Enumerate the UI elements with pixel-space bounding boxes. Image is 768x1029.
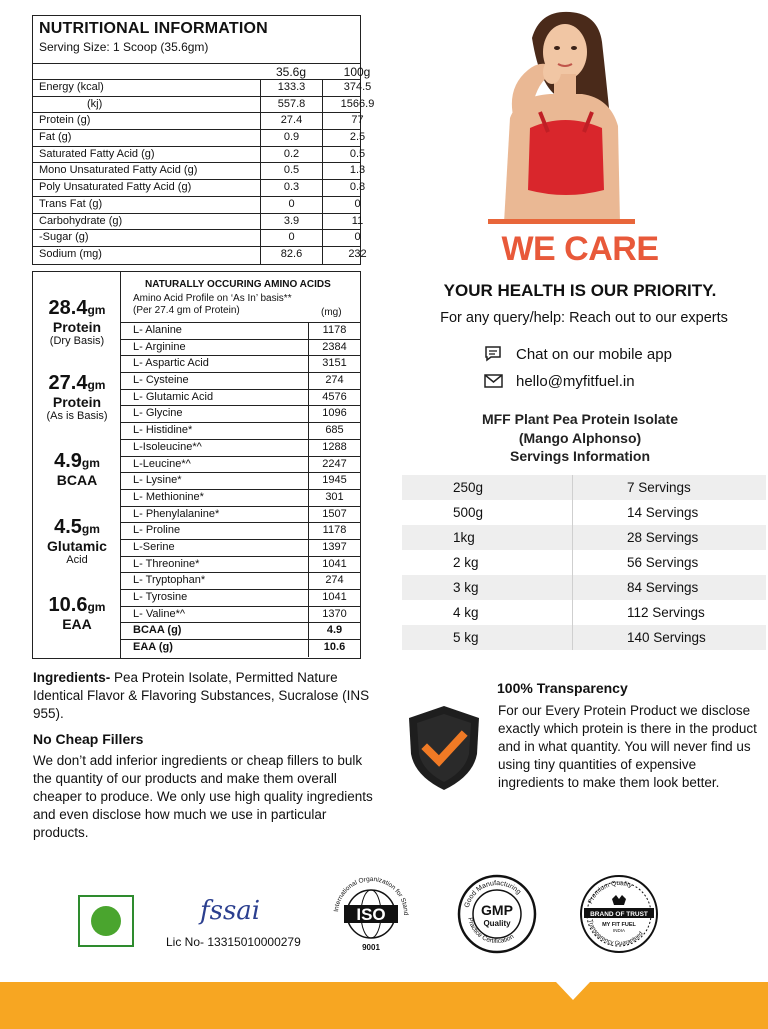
servings-row	[402, 550, 766, 575]
chat-label: Chat on our mobile app	[516, 345, 672, 363]
stat-value: 4.9	[54, 450, 82, 472]
fillers-text: We don’t add inferior ingredients or cheap fillers to bulk the quantity of our products and make them overall cheaper to produce. We only use high quality ingredients and even disclose how much we use in particular products.	[33, 753, 373, 840]
nutrient-value-100g: 374.5	[322, 80, 392, 96]
stat-unit: gm	[87, 303, 106, 317]
amino-value: 10.6	[308, 640, 360, 657]
amino-value: 2384	[308, 340, 360, 356]
iso-arc-text: International Organization for Stand	[333, 875, 410, 916]
nutrient-name: Sodium (mg)	[39, 247, 102, 260]
stat-unit: gm	[87, 600, 106, 614]
nutrient-name: -Sugar (g)	[39, 231, 89, 244]
trust-arc-top: Premium Quality	[587, 879, 634, 905]
nutrition-column-headers	[33, 64, 371, 80]
amino-value: 1945	[308, 473, 360, 489]
email-icon	[483, 372, 505, 390]
amino-value: 4576	[308, 390, 360, 406]
servings-table	[402, 475, 766, 650]
iso-logo	[330, 870, 412, 955]
amino-value: 4.9	[308, 623, 360, 639]
protein-stat	[33, 297, 121, 348]
serving-count: 112 Servings	[627, 605, 705, 620]
amino-name: L- Glycine	[133, 407, 183, 420]
footer-band	[0, 982, 768, 1029]
nutrient-value-serving: 0.2	[260, 147, 322, 163]
query-text: For any query/help: Reach out to our experts	[440, 310, 728, 326]
amino-value: 3151	[308, 356, 360, 372]
stat-label: BCAA	[56, 472, 98, 488]
nutrient-value-100g: 1.3	[322, 163, 392, 179]
amino-name: L- Arginine	[133, 340, 186, 353]
priority-heading: YOUR HEALTH IS OUR PRIORITY.	[443, 281, 717, 300]
transparency-text: For our Every Protein Product we disclose exactly which protein is there in the product and in what quantity. You will never find us using tiny quantities of expensive ingredients to make them look better.	[498, 703, 757, 790]
nutrient-name: Energy (kcal)	[39, 81, 104, 93]
fillers-heading: No Cheap Fillers	[33, 731, 144, 747]
amino-name: L- Methionine*	[133, 490, 204, 503]
nutrition-title: NUTRITIONAL INFORMATION	[39, 20, 268, 37]
pack-size: 2 kg	[453, 555, 479, 570]
amino-value: 2247	[308, 457, 360, 473]
stat-label: EAA	[62, 616, 92, 632]
amino-name: L-Serine	[133, 540, 175, 553]
nutrient-value-serving: 0.9	[260, 130, 322, 146]
stat-unit: gm	[87, 378, 106, 392]
nutrient-value-100g: 11	[322, 214, 392, 230]
pack-size: 3 kg	[453, 580, 479, 595]
amino-value: 274	[308, 573, 360, 589]
veg-mark-icon	[78, 895, 134, 947]
nutrient-value-serving: 133.3	[260, 80, 322, 96]
stat-value: 27.4	[48, 372, 88, 394]
amino-row	[121, 423, 360, 440]
iso-number: 9001	[362, 943, 380, 952]
stat-label: Protein	[52, 394, 102, 410]
chat-contact[interactable]	[483, 345, 672, 363]
servings-divider	[572, 475, 573, 650]
trust-banner: BRAND OF TRUST	[590, 911, 648, 918]
nutrient-value-100g: 1566.9	[322, 97, 392, 113]
amino-row	[121, 590, 360, 607]
stat-value-line	[33, 297, 121, 320]
amino-value: 1041	[308, 557, 360, 573]
amino-name: L- Phenylalanine*	[133, 507, 220, 520]
nutrition-row	[33, 214, 364, 231]
protein-stat	[33, 594, 121, 632]
nutrient-name: Poly Unsaturated Fatty Acid (g)	[39, 181, 192, 194]
amino-name: L- Aspartic Acid	[133, 357, 209, 370]
nutrient-value-serving: 557.8	[260, 97, 322, 113]
amino-name: L- Lysine*	[133, 474, 182, 487]
nutrient-name: Protein (g)	[39, 114, 91, 127]
amino-row	[121, 623, 360, 640]
servings-row	[402, 475, 766, 500]
nutrition-header	[33, 16, 360, 64]
nutrient-value-100g: 232	[322, 247, 392, 264]
servings-row	[402, 575, 766, 600]
nutrition-row	[33, 80, 372, 97]
nutrient-value-serving: 0	[260, 197, 322, 213]
nutrient-value-serving: 3.9	[260, 214, 322, 230]
serving-count: 140 Servings	[627, 630, 706, 645]
amino-profile-line1: Amino Acid Profile on ‘As In’ basis**	[133, 293, 292, 304]
amino-row	[121, 440, 360, 457]
amino-name: EAA (g)	[133, 641, 173, 654]
chat-icon	[483, 345, 505, 363]
amino-title: NATURALLY OCCURING AMINO ACIDS	[145, 279, 331, 290]
gmp-arc-bottom: Practice Certification	[466, 916, 516, 946]
pack-size: 1kg	[453, 530, 475, 545]
fssai-license: Lic No- 13315010000279	[166, 935, 301, 949]
nutrient-value-100g: 0	[322, 197, 392, 213]
servings-row	[402, 500, 766, 525]
nutrition-row	[33, 163, 366, 180]
gmp-sub: Quality	[483, 919, 511, 928]
stats-column	[33, 272, 121, 658]
stat-value: 10.6	[48, 594, 88, 616]
pack-size: 4 kg	[453, 605, 479, 620]
amino-row	[121, 557, 360, 574]
amino-name: L- Tyrosine	[133, 591, 188, 603]
amino-value: 1096	[308, 406, 360, 422]
trust-arc-bottom: Transparency Guaranteed	[586, 918, 645, 948]
servings-row	[402, 525, 766, 550]
amino-row	[121, 457, 360, 474]
amino-row	[121, 507, 360, 524]
email-contact[interactable]	[483, 372, 635, 390]
amino-name: L- Valine*^	[133, 607, 186, 620]
serving-size: Serving Size: 1 Scoop (35.6gm)	[39, 40, 209, 54]
stat-label: Protein	[52, 319, 102, 335]
gmp-arc-top: Good Manufacturing	[463, 879, 522, 909]
trust-name: MY FIT FUEL	[602, 922, 636, 928]
servings-row	[402, 625, 766, 650]
ingredients-label: Ingredients-	[33, 670, 111, 685]
stat-unit: gm	[81, 522, 100, 536]
amino-name: L- Cysteine	[133, 374, 189, 387]
trust-country: INDIA	[612, 928, 626, 933]
protein-stat	[33, 372, 121, 423]
amino-row	[121, 523, 360, 540]
serving-count: 56 Servings	[627, 555, 699, 570]
amino-value: 1178	[308, 523, 360, 539]
nutrient-value-serving: 0	[260, 230, 322, 246]
amino-row	[121, 323, 360, 340]
gmp-logo	[456, 873, 538, 955]
serving-count: 7 Servings	[627, 480, 691, 495]
footer-notch	[556, 982, 590, 1000]
amino-name: L- Histidine*	[133, 424, 193, 437]
nutrition-row	[33, 97, 375, 114]
email-label: hello@myfitfuel.in	[516, 372, 635, 390]
amino-value: 1397	[308, 540, 360, 556]
nutrient-name: Carbohydrate (g)	[39, 214, 123, 227]
nutrient-name: Trans Fat (g)	[39, 197, 103, 210]
amino-name: BCAA (g)	[133, 624, 182, 637]
stat-value-line	[33, 372, 121, 395]
accent-divider	[488, 219, 635, 224]
servings-title	[440, 410, 720, 466]
stat-value-line	[33, 450, 121, 473]
nutrition-row	[33, 130, 366, 147]
nutrition-table	[32, 15, 375, 265]
protein-stat	[33, 516, 121, 567]
servings-row	[402, 600, 766, 625]
amino-row	[121, 573, 360, 590]
amino-value: 1288	[308, 440, 360, 456]
nutrition-row	[33, 197, 360, 214]
pack-size: 500g	[453, 505, 484, 520]
serving-count: 14 Servings	[627, 505, 699, 520]
stat-label: Glutamic	[47, 538, 107, 554]
amino-header	[121, 272, 360, 323]
woman-illustration	[470, 8, 650, 223]
nutrient-value-100g: 2.5	[322, 130, 392, 146]
we-care-headline: WE CARE	[501, 230, 659, 268]
amino-row	[121, 356, 360, 373]
veg-dot	[91, 906, 121, 936]
amino-name: L- Tryptophan*	[133, 574, 206, 587]
pack-size: 5 kg	[453, 630, 479, 645]
nutrient-name: Fat (g)	[39, 131, 72, 144]
stat-sub: (As is Basis)	[46, 410, 108, 422]
fssai-logo: fssai	[200, 896, 261, 926]
amino-name: L- Proline	[133, 524, 181, 537]
nutrition-row	[33, 247, 367, 264]
servings-title-line2: (Mango Alphonso)	[518, 429, 642, 446]
transparency-heading: 100% Transparency	[497, 680, 628, 696]
svg-text:Premium Quality	[587, 880, 634, 905]
brand-of-trust-logo	[578, 873, 660, 955]
iso-text: ISO	[356, 905, 386, 924]
amino-row	[121, 540, 360, 557]
amino-value: 301	[308, 490, 360, 506]
stat-unit: gm	[81, 456, 100, 470]
nutrient-value-100g: 0.8	[322, 180, 392, 196]
nutrient-value-serving: 82.6	[260, 247, 322, 264]
amino-profile-line2: (Per 27.4 gm of Protein)	[133, 305, 240, 316]
serving-count: 84 Servings	[627, 580, 699, 595]
nutrition-row	[33, 180, 366, 197]
gmp-text: GMP	[481, 902, 513, 918]
nutrient-name: (kj)	[87, 97, 103, 110]
amino-row	[121, 473, 360, 490]
amino-row	[121, 640, 360, 657]
amino-value: 1507	[308, 507, 360, 523]
amino-row	[121, 490, 360, 507]
amino-value: 1041	[308, 590, 360, 606]
amino-row	[121, 406, 360, 423]
stat-sub: Acid	[66, 554, 88, 566]
amino-value: 685	[308, 423, 360, 439]
stat-value-line	[33, 516, 121, 539]
nutrient-value-serving: 0.3	[260, 180, 322, 196]
amino-unit: (mg)	[321, 307, 342, 318]
col-header-100g: 100g	[343, 65, 371, 79]
amino-row	[121, 607, 360, 624]
amino-row	[121, 390, 360, 407]
stat-value-line	[33, 594, 121, 617]
nutrition-row	[33, 113, 364, 130]
nutrition-row	[33, 230, 360, 247]
amino-acid-table	[32, 271, 361, 659]
amino-row	[121, 340, 360, 357]
nutrition-row	[33, 147, 366, 164]
stat-sub: (Dry Basis)	[49, 335, 105, 347]
amino-list	[121, 272, 360, 658]
ingredients	[33, 669, 373, 723]
nutrient-value-100g: 77	[322, 113, 392, 129]
amino-name: L- Alanine	[133, 324, 182, 336]
shield-check-icon	[407, 704, 481, 792]
amino-row	[121, 373, 360, 390]
stat-value: 4.5	[54, 516, 82, 538]
amino-name: L- Threonine*	[133, 557, 200, 570]
servings-title-line3: Servings Information	[509, 448, 651, 464]
nutrient-value-serving: 27.4	[260, 113, 322, 129]
nutrient-value-serving: 0.5	[260, 163, 322, 179]
nutrient-value-100g: 0	[322, 230, 392, 246]
servings-title-line1: MFF Plant Pea Protein Isolate	[481, 411, 679, 427]
amino-name: L- Glutamic Acid	[133, 390, 214, 403]
protein-stat	[33, 450, 121, 488]
amino-value: 1178	[308, 323, 360, 339]
amino-name: L-Isoleucine*^	[133, 440, 202, 453]
amino-value: 1370	[308, 607, 360, 623]
nutrient-name: Mono Unsaturated Fatty Acid (g)	[39, 164, 198, 177]
nutrient-name: Saturated Fatty Acid (g)	[39, 147, 155, 160]
serving-count: 28 Servings	[627, 530, 699, 545]
nutrient-value-100g: 0.5	[322, 147, 392, 163]
stat-value: 28.4	[48, 297, 88, 319]
amino-value: 274	[308, 373, 360, 389]
ingredients-text: Pea Protein Isolate, Permitted Nature Identical Flavor & Flavoring Substances, Sucralose (INS 955).	[33, 670, 370, 721]
col-header-35g: 35.6g	[275, 65, 307, 79]
pack-size: 250g	[453, 480, 484, 495]
amino-name: L-Leucine*^	[133, 457, 191, 470]
